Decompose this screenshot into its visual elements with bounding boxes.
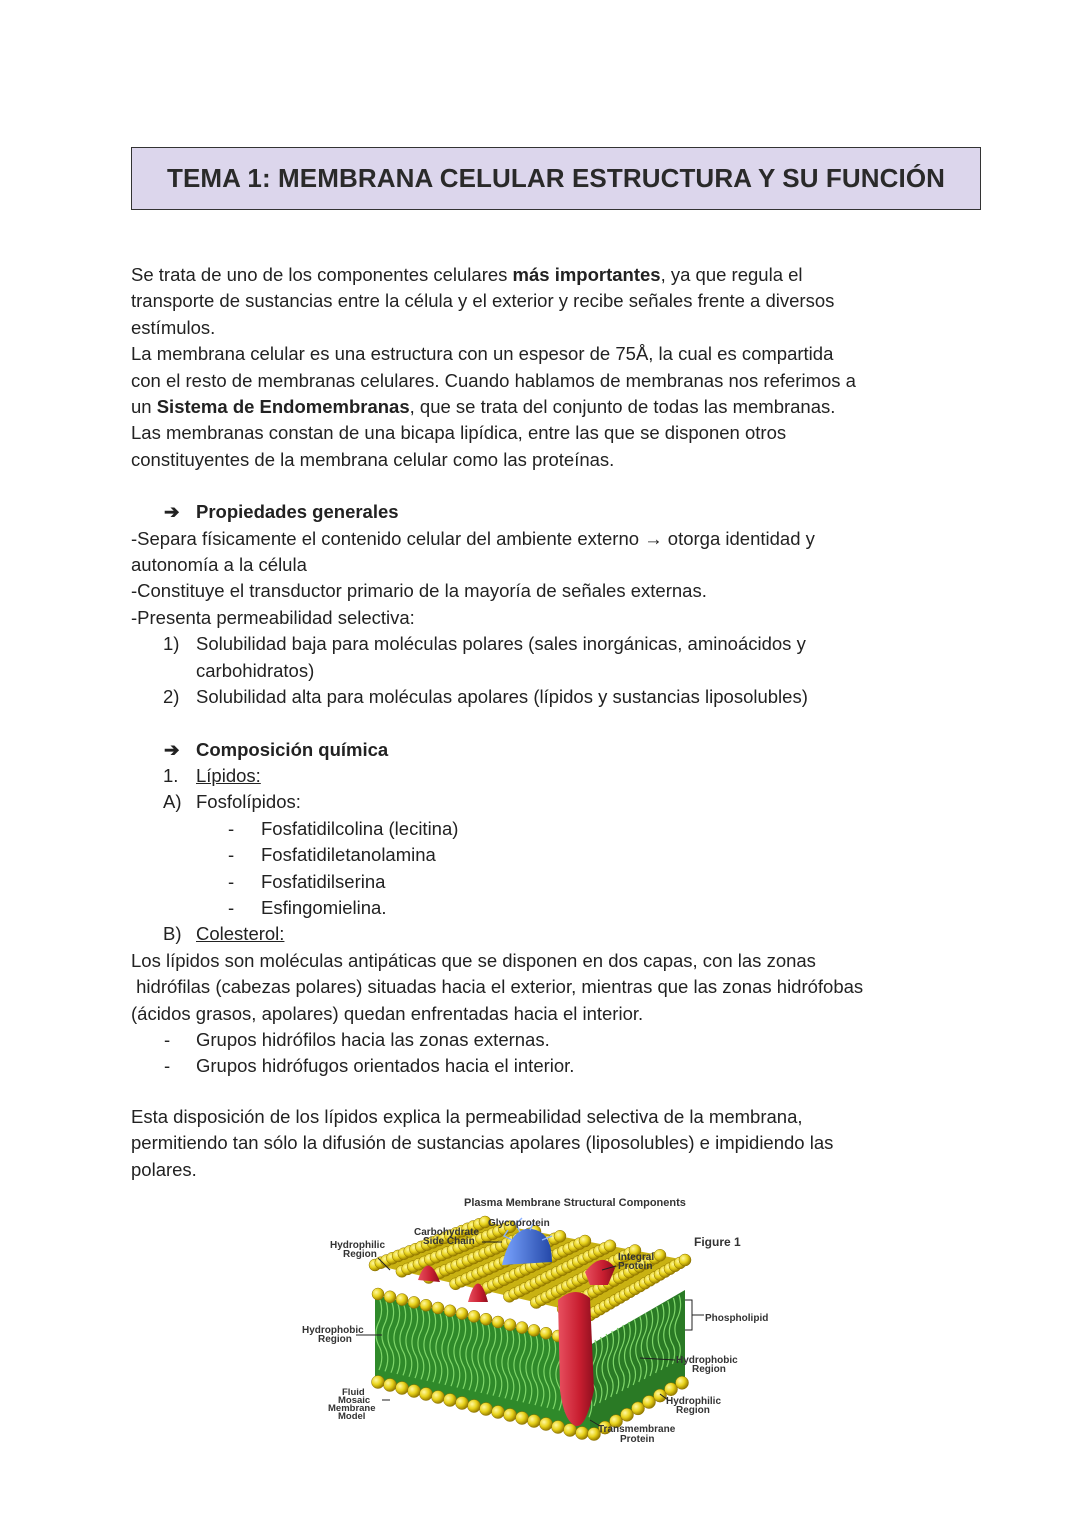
lipid-head: [468, 1400, 481, 1413]
list-item-text: Fosfolípidos:: [196, 791, 301, 813]
dash-bullet: -: [228, 870, 235, 892]
intro-line-4: La membrana celular es una estructura con un espesor de 75Å, la cual es compartida: [131, 343, 834, 365]
list-item-colesterol: [163, 921, 961, 947]
lipid-head: [679, 1254, 691, 1266]
lipid-head: [492, 1406, 505, 1419]
lipid-head: [480, 1313, 492, 1325]
label-figure-1: Figure 1: [694, 1235, 741, 1249]
list-number: 1.: [163, 764, 179, 786]
list-item-text: Esfingomielina.: [261, 896, 387, 918]
label-hydrophilic-top: Hydrophilic: [330, 1240, 386, 1251]
lipid-head: [456, 1397, 469, 1410]
lipid-head: [420, 1299, 432, 1311]
list-item: [164, 1027, 961, 1053]
label-phospholipid: Phospholipid: [705, 1313, 769, 1324]
membrane-figure: [290, 1190, 790, 1460]
intro-line-7: Las membranas constan de una bicapa lipídica, entre las que se disponen otros: [131, 422, 787, 444]
list-item: [228, 816, 961, 842]
comp-line-1: Los lípidos son moléculas antipáticas que se disponen en dos capas, con las zonas: [131, 949, 816, 971]
list-line: carbohidratos): [196, 659, 315, 681]
lipid-head: [576, 1427, 589, 1440]
dash-bullet: -: [228, 817, 235, 839]
label-trans-protein: Protein: [620, 1434, 655, 1445]
membrane-diagram: [290, 1190, 790, 1460]
list-item: [163, 684, 961, 710]
lipid-head: [540, 1327, 552, 1339]
label-hydrophobic-right: Hydrophobic: [676, 1355, 738, 1366]
list-number: 1): [163, 633, 180, 655]
list-item-fosfolipidos: [163, 789, 961, 815]
label-membrane: Membrane: [328, 1403, 376, 1414]
list-item-text: Fosfatidilserina: [261, 870, 386, 892]
section-heading-composicion: [164, 737, 961, 763]
label-integral: Integral: [618, 1252, 655, 1263]
lipid-head: [420, 1388, 433, 1401]
lipid-head: [564, 1424, 577, 1437]
list-item-text: Colesterol:: [196, 923, 285, 945]
conclusion-line-2: permitiendo tan sólo la difusión de sustancias apolares (liposolubles) e impidiendo las: [131, 1132, 834, 1154]
prop-line-1: -Separa físicamente el contenido celular del ambiente externo → otorga identidad y: [131, 527, 815, 549]
intro-line-2: transporte de sustancias entre la célula y el exterior y recibe señales frente a diversos: [131, 290, 835, 312]
list-item: [228, 869, 961, 895]
label-hydrophilic-right: Hydrophilic: [666, 1396, 722, 1407]
label-hydrophobic-left: Hydrophobic: [302, 1325, 364, 1336]
lipid-head: [676, 1376, 689, 1389]
intro-line-1: [131, 262, 961, 288]
lipid-head: [384, 1379, 397, 1392]
label-model: Model: [338, 1411, 366, 1422]
dash-bullet: -: [228, 844, 235, 866]
label-glycoprotein: Glycoprotein: [488, 1218, 550, 1229]
lipid-head: [444, 1305, 456, 1317]
page-title: TEMA 1: MEMBRANA CELULAR ESTRUCTURA Y SU FUNCIÓN: [166, 163, 946, 193]
intro-text: , que se trata del conjunto de todas las membranas.: [409, 396, 836, 418]
lipid-head: [408, 1385, 421, 1398]
intro-text: un: [131, 396, 157, 418]
intro-line-8: constituyentes de la membrana celular como las proteínas.: [131, 448, 615, 470]
lipid-head: [604, 1240, 616, 1252]
list-item: [163, 631, 961, 684]
intro-line-5: con el resto de membranas celulares. Cuando hablamos de membranas nos referimos a: [131, 369, 856, 391]
prop-line-2: -Constituye el transductor primario de la mayoría de señales externas.: [131, 580, 707, 602]
label-transmembrane: Transmembrane: [598, 1424, 676, 1435]
label-region-left: Region: [318, 1334, 352, 1345]
lipid-head: [528, 1415, 541, 1428]
conclusion-line-1: Esta disposición de los lípidos explica la permeabilidad selectiva de la membrana,: [131, 1105, 803, 1127]
list-item-text: [196, 631, 961, 684]
label-mosaic: Mosaic: [338, 1395, 371, 1406]
label-fluid: Fluid: [342, 1387, 365, 1398]
list-item-text: Grupos hidrófilos hacia las zonas externas.: [196, 1028, 550, 1050]
lipid-head: [408, 1296, 420, 1308]
heading-text: Composición química: [196, 738, 389, 760]
list-number: A): [163, 791, 182, 813]
list-item-text: Fosfatidiletanolamina: [261, 844, 436, 866]
transmembrane-protein: [558, 1292, 594, 1426]
dash-bullet: -: [164, 1055, 171, 1077]
lipid-head: [492, 1316, 504, 1328]
document-body: [131, 262, 961, 1183]
lipid-head: [516, 1412, 529, 1425]
list-line: Solubilidad baja para moléculas polares (sales inorgánicas, aminoácidos y: [196, 633, 806, 655]
lipid-head: [528, 1324, 540, 1336]
list-item-text: Grupos hidrófugos orientados hacia el interior.: [196, 1055, 575, 1077]
title-box: [131, 147, 981, 210]
lipid-head: [516, 1322, 528, 1334]
conclusion-line-3: polares.: [131, 1158, 197, 1180]
list-item: [228, 895, 961, 921]
label-region-right-2: Region: [676, 1405, 710, 1416]
lipid-head: [468, 1310, 480, 1322]
comp-line-3: (ácidos grasos, apolares) quedan enfrentadas hacia el interior.: [131, 1002, 644, 1024]
list-item-text: Solubilidad alta para moléculas apolares (lípidos y sustancias liposolubles): [196, 686, 808, 708]
lipid-head: [456, 1308, 468, 1320]
list-item: [228, 842, 961, 868]
dash-bullet: -: [164, 1028, 171, 1050]
intro-text: Se trata de uno de los componentes celulares: [131, 264, 513, 285]
lipid-head: [432, 1302, 444, 1314]
label-side-chain: Side Chain: [423, 1236, 475, 1247]
comp-line-2: hidrófilas (cabezas polares) situadas hacia el exterior, mientras que las zonas hidrófobas: [131, 976, 864, 998]
list-item-text: Fosfatidilcolina (lecitina): [261, 817, 459, 839]
arrow-icon: ➔: [164, 738, 180, 760]
lipid-head: [372, 1376, 385, 1389]
intro-bold: Sistema de Endomembranas: [156, 396, 410, 418]
list-number: B): [163, 923, 182, 945]
lipid-head: [540, 1418, 553, 1431]
label-region-top: Region: [343, 1249, 377, 1260]
list-item: [164, 1053, 961, 1079]
lipid-head: [396, 1294, 408, 1306]
heading-text: Propiedades generales: [196, 501, 399, 523]
list-item-lipidos: [163, 763, 961, 789]
lipid-head: [504, 1319, 516, 1331]
list-item-text: Lípidos:: [196, 764, 261, 786]
lipid-head: [554, 1230, 566, 1242]
lipid-head: [384, 1291, 396, 1303]
label-protein: Protein: [618, 1261, 653, 1272]
lipid-head: [444, 1394, 457, 1407]
lipid-head: [579, 1235, 591, 1247]
list-number: 2): [163, 686, 180, 708]
intro-bold: más importantes: [512, 264, 661, 285]
prop-line-3: -Presenta permeabilidad selectiva:: [131, 606, 415, 628]
lipid-head: [396, 1382, 409, 1395]
intro-line-3: estímulos.: [131, 316, 216, 338]
dash-bullet: -: [228, 896, 235, 918]
lipid-head: [504, 1409, 517, 1422]
label-carbohydrate: Carbohydrate: [414, 1227, 480, 1238]
lipid-head: [480, 1403, 493, 1416]
lipid-head: [372, 1288, 384, 1300]
lipid-head: [654, 1249, 666, 1261]
lipid-head: [552, 1421, 565, 1434]
intro-text: , ya que regula el: [660, 264, 803, 285]
arrow-icon: ➔: [164, 501, 180, 523]
figure-title: Plasma Membrane Structural Components: [464, 1197, 686, 1209]
lipid-head: [432, 1391, 445, 1404]
prop-line-1b: autonomía a la célula: [131, 554, 307, 576]
label-region-right: Region: [692, 1364, 726, 1375]
section-heading-propiedades: [164, 499, 961, 525]
intro-line-6: [131, 394, 961, 420]
